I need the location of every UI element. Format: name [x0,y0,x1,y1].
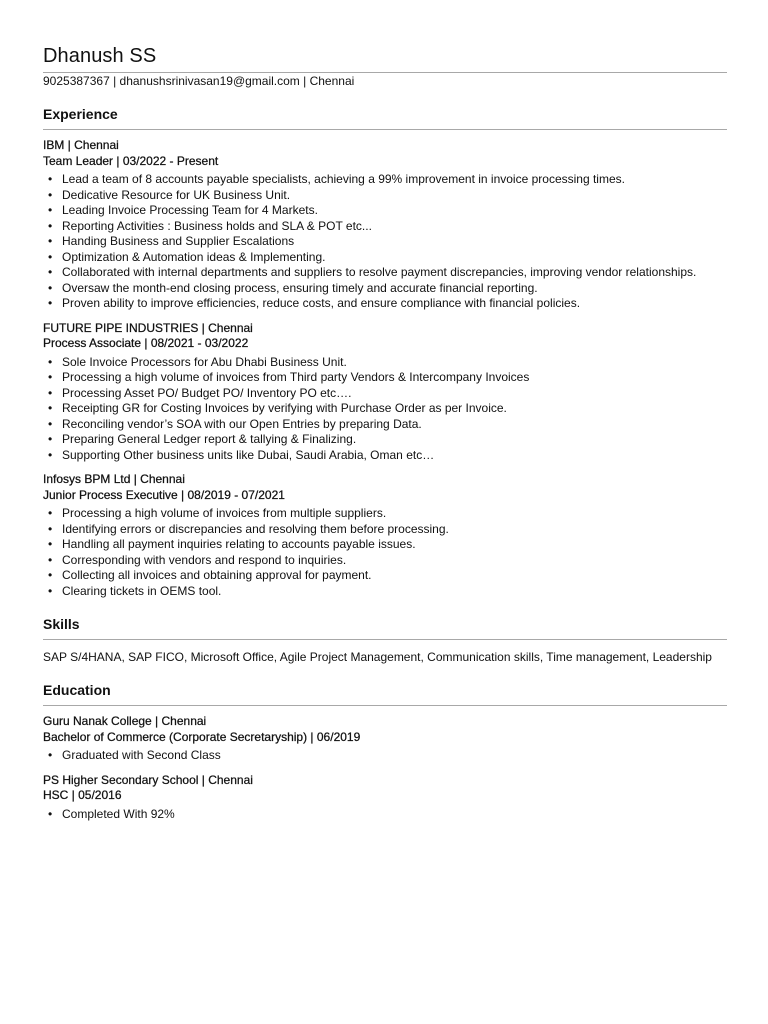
entry-bullet-list [43,807,727,823]
entry-organization: PS Higher Secondary School | Chennai [43,772,253,787]
list-item: • Handling all payment inquiries relating to accounts payable issues. [48,537,416,551]
list-item: • Collecting all invoices and obtaining approval for payment. [48,568,372,582]
skills-section [43,615,727,665]
bullet-icon: • [48,265,53,279]
list-item: • Sole Invoice Processors for Abu Dhabi Business Unit. [48,354,347,369]
bullet-icon: • [48,401,53,415]
experience-section [43,105,727,599]
experience-entry [43,321,727,464]
entry-degree: Bachelor of Commerce (Corporate Secretaryship) | 06/2019 [43,729,361,744]
section-title-skills: Skills [43,616,80,632]
experience-entry [43,138,727,312]
education-entry [43,773,727,823]
bullet-icon: • [48,296,53,310]
list-item: • Preparing General Ledger report & tallying & Finalizing. [48,432,357,446]
list-item: • Processing a high volume of invoices from multiple suppliers. [48,506,387,520]
bullet-icon: • [48,234,53,248]
entry-role: Process Associate | 08/2021 - 03/2022 [43,336,249,350]
list-item: • Dedicative Resource for UK Business Unit. [48,187,291,202]
entry-organization: Guru Nanak College | Chennai [43,714,207,728]
entry-bullet-list [43,355,727,464]
entry-organization: Infosys BPM Ltd | Chennai [43,472,185,486]
bullet-icon: • [48,187,53,202]
entry-role: Team Leader | 03/2022 - Present [43,153,219,168]
entry-bullet-list [43,748,727,764]
education-entry [43,714,727,764]
list-item: • Supporting Other business units like Dubai, Saudi Arabia, Oman etc… [48,447,435,462]
entry-role: Junior Process Executive | 08/2019 - 07/2021 [43,487,285,502]
bullet-icon: • [48,370,53,384]
list-item: • Lead a team of 8 accounts payable specialists, achieving a 99% improvement in invoice processing times. [48,172,625,186]
bullet-icon: • [48,385,53,400]
contact-line: 9025387367 | dhanushsrinivasan19@gmail.com | Chennai [43,74,355,88]
experience-entry [43,472,727,599]
bullet-icon: • [48,748,53,762]
entry-organization: IBM | Chennai [43,138,119,152]
entry-organization: FUTURE PIPE INDUSTRIES | Chennai [43,320,253,335]
education-section [43,681,727,822]
section-title-education: Education [43,682,111,698]
candidate-name: Dhanush SS [43,45,157,67]
header-divider [43,72,727,73]
list-item: • Optimization & Automation ideas & Implementing. [48,249,326,264]
bullet-icon: • [48,447,53,462]
list-item: • Identifying errors or discrepancies and resolving them before processing. [48,521,449,536]
list-item: • Handing Business and Supplier Escalations [48,234,295,248]
bullet-icon: • [48,172,53,186]
bullet-icon: • [48,249,53,264]
bullet-icon: • [48,218,53,233]
section-divider [43,705,727,706]
section-divider [43,129,727,130]
list-item: • Clearing tickets in OEMS tool. [48,583,222,598]
section-divider [43,639,727,640]
list-item: • Processing Asset PO/ Budget PO/ Inventory PO etc…. [48,385,352,400]
bullet-icon: • [48,583,53,598]
bullet-icon: • [48,432,53,446]
list-item: • Corresponding with vendors and respond to inquiries. [48,552,347,567]
list-item: • Oversaw the month-end closing process, ensuring timely and accurate financial reporting. [48,280,538,295]
bullet-icon: • [48,203,53,217]
bullet-icon: • [48,568,53,582]
bullet-icon: • [48,552,53,567]
list-item: • Completed With 92% [48,806,175,821]
list-item: • Receipting GR for Costing Invoices by verifying with Purchase Order as per Invoice. [48,401,507,415]
section-title-experience: Experience [43,106,118,122]
bullet-icon: • [48,537,53,551]
list-item: • Proven ability to improve efficiencies, reduce costs, and ensure compliance with financial policies. [48,296,581,310]
bullet-icon: • [48,280,53,295]
entry-bullet-list [43,172,727,312]
list-item: • Reconciling vendor’s SOA with our Open Entries by preparing Data. [48,416,422,431]
entry-bullet-list [43,506,727,599]
entry-degree: HSC | 05/2016 [43,788,122,802]
bullet-icon: • [48,806,53,821]
list-item: • Graduated with Second Class [48,748,221,762]
bullet-icon: • [48,506,53,520]
bullet-icon: • [48,354,53,369]
list-item: • Processing a high volume of invoices from Third party Vendors & Intercompany Invoices [48,370,530,384]
skills-list: SAP S/4HANA, SAP FICO, Microsoft Office, Agile Project Management, Communication skills, Time management, Leadership [43,650,712,664]
bullet-icon: • [48,521,53,536]
list-item: • Collaborated with internal departments and suppliers to resolve payment discrepancies, improving vendor relationships. [48,265,697,279]
bullet-icon: • [48,416,53,431]
list-item: • Leading Invoice Processing Team for 4 Markets. [48,203,318,217]
list-item: • Reporting Activities : Business holds and SLA & POT etc... [48,218,372,233]
